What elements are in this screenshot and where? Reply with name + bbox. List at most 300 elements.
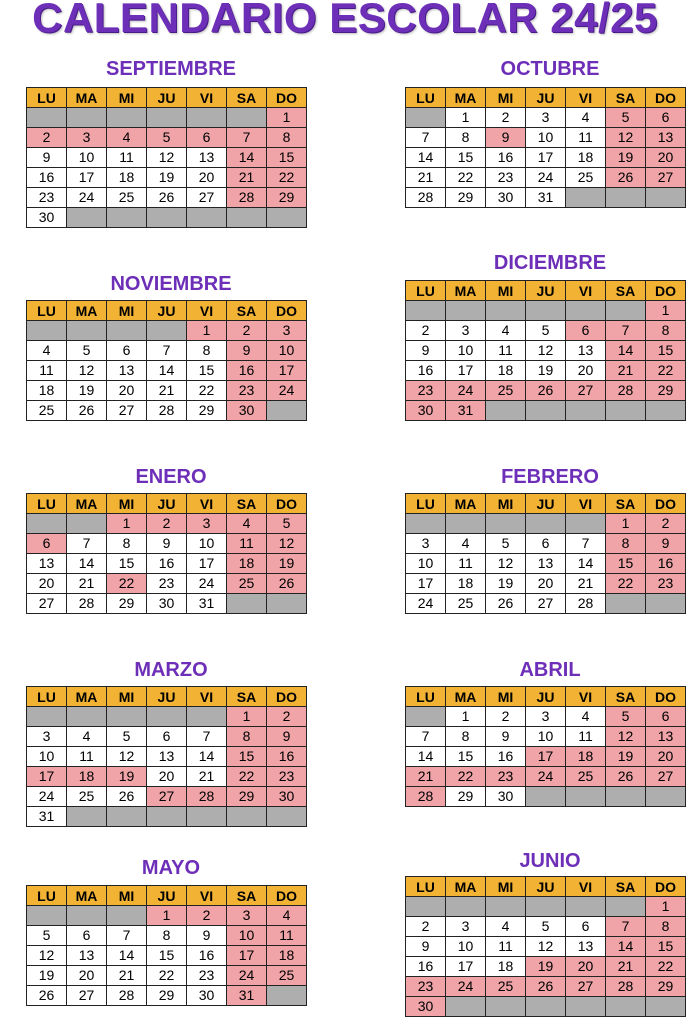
week-row bbox=[406, 128, 686, 148]
holiday-day-cell: 2 bbox=[27, 128, 67, 148]
school-day-cell: 3 bbox=[446, 917, 486, 937]
weekday-header: JU bbox=[526, 494, 566, 514]
holiday-day-cell: 30 bbox=[267, 787, 307, 807]
holiday-day-cell: 27 bbox=[566, 381, 606, 401]
empty-cell bbox=[406, 301, 446, 321]
school-day-cell: 7 bbox=[406, 727, 446, 747]
empty-cell bbox=[606, 188, 646, 208]
weekday-header: JU bbox=[526, 88, 566, 108]
school-day-cell: 17 bbox=[526, 148, 566, 168]
empty-cell bbox=[187, 108, 227, 128]
school-day-cell: 17 bbox=[67, 168, 107, 188]
school-day-cell: 11 bbox=[566, 128, 606, 148]
empty-cell bbox=[187, 807, 227, 827]
holiday-day-cell: 17 bbox=[267, 361, 307, 381]
school-day-cell: 8 bbox=[446, 727, 486, 747]
weekday-header: JU bbox=[147, 494, 187, 514]
holiday-day-cell: 7 bbox=[606, 917, 646, 937]
school-day-cell: 12 bbox=[67, 361, 107, 381]
holiday-day-cell: 22 bbox=[227, 767, 267, 787]
holiday-day-cell: 23 bbox=[486, 767, 526, 787]
school-day-cell: 22 bbox=[187, 381, 227, 401]
weekday-header: SA bbox=[606, 494, 646, 514]
school-day-cell: 30 bbox=[187, 986, 227, 1006]
holiday-day-cell: 20 bbox=[646, 747, 686, 767]
weekday-header: DO bbox=[267, 494, 307, 514]
weekday-header: MA bbox=[446, 494, 486, 514]
school-day-cell: 5 bbox=[526, 321, 566, 341]
weekday-header: MA bbox=[446, 88, 486, 108]
holiday-day-cell: 19 bbox=[107, 767, 147, 787]
holiday-day-cell: 18 bbox=[67, 767, 107, 787]
empty-cell bbox=[606, 301, 646, 321]
school-day-cell: 19 bbox=[486, 574, 526, 594]
school-day-cell: 13 bbox=[566, 341, 606, 361]
school-day-cell: 16 bbox=[406, 361, 446, 381]
school-day-cell: 29 bbox=[446, 787, 486, 807]
weekday-header: DO bbox=[646, 88, 686, 108]
school-day-cell: 10 bbox=[27, 747, 67, 767]
holiday-day-cell: 30 bbox=[406, 997, 446, 1017]
week-row bbox=[27, 787, 307, 807]
holiday-day-cell: 24 bbox=[526, 767, 566, 787]
holiday-day-cell: 3 bbox=[187, 514, 227, 534]
holiday-day-cell: 14 bbox=[227, 148, 267, 168]
week-row bbox=[27, 128, 307, 148]
school-day-cell: 9 bbox=[187, 926, 227, 946]
empty-cell bbox=[27, 108, 67, 128]
school-day-cell: 7 bbox=[187, 727, 227, 747]
school-day-cell: 11 bbox=[486, 937, 526, 957]
holiday-day-cell: 1 bbox=[187, 321, 227, 341]
school-day-cell: 11 bbox=[566, 727, 606, 747]
week-row bbox=[27, 807, 307, 827]
month-name: JUNIO bbox=[519, 850, 581, 872]
empty-cell bbox=[107, 108, 147, 128]
school-day-cell: 12 bbox=[107, 747, 147, 767]
school-day-cell: 7 bbox=[566, 534, 606, 554]
weekday-header: SA bbox=[227, 687, 267, 707]
school-day-cell: 6 bbox=[526, 534, 566, 554]
week-row bbox=[406, 514, 686, 534]
school-day-cell: 5 bbox=[27, 926, 67, 946]
weekday-header: LU bbox=[27, 301, 67, 321]
school-day-cell: 15 bbox=[446, 148, 486, 168]
school-day-cell: 8 bbox=[147, 926, 187, 946]
empty-cell bbox=[27, 514, 67, 534]
holiday-day-cell: 2 bbox=[227, 321, 267, 341]
school-day-cell: 18 bbox=[486, 957, 526, 977]
empty-cell bbox=[486, 514, 526, 534]
school-day-cell: 28 bbox=[406, 188, 446, 208]
school-day-cell: 10 bbox=[446, 341, 486, 361]
holiday-day-cell: 31 bbox=[227, 986, 267, 1006]
empty-cell bbox=[406, 108, 446, 128]
holiday-day-cell: 26 bbox=[606, 168, 646, 188]
school-day-cell: 17 bbox=[446, 957, 486, 977]
holiday-day-cell: 6 bbox=[646, 108, 686, 128]
holiday-day-cell: 18 bbox=[227, 554, 267, 574]
school-day-cell: 13 bbox=[566, 937, 606, 957]
school-day-cell: 24 bbox=[187, 574, 227, 594]
school-day-cell: 3 bbox=[446, 321, 486, 341]
school-day-cell: 12 bbox=[526, 341, 566, 361]
holiday-day-cell: 28 bbox=[606, 977, 646, 997]
school-day-cell: 15 bbox=[446, 747, 486, 767]
school-day-cell: 14 bbox=[147, 361, 187, 381]
week-row bbox=[27, 574, 307, 594]
holiday-day-cell: 5 bbox=[606, 108, 646, 128]
holiday-day-cell: 22 bbox=[646, 957, 686, 977]
empty-cell bbox=[566, 301, 606, 321]
holiday-day-cell: 10 bbox=[227, 926, 267, 946]
week-row bbox=[406, 997, 686, 1017]
school-day-cell: 2 bbox=[406, 321, 446, 341]
weekday-header: VI bbox=[566, 281, 606, 301]
holiday-day-cell: 17 bbox=[27, 767, 67, 787]
empty-cell bbox=[606, 401, 646, 421]
school-day-cell: 21 bbox=[566, 574, 606, 594]
weekday-header-row bbox=[27, 494, 307, 514]
empty-cell bbox=[227, 108, 267, 128]
weekday-header: LU bbox=[406, 88, 446, 108]
week-row bbox=[27, 208, 307, 228]
week-row bbox=[27, 966, 307, 986]
weekday-header: MI bbox=[486, 494, 526, 514]
weekday-header: MA bbox=[67, 886, 107, 906]
holiday-day-cell: 28 bbox=[187, 787, 227, 807]
holiday-day-cell: 7 bbox=[606, 321, 646, 341]
school-day-cell: 12 bbox=[526, 937, 566, 957]
school-day-cell: 5 bbox=[526, 917, 566, 937]
week-row bbox=[406, 361, 686, 381]
holiday-day-cell: 23 bbox=[227, 381, 267, 401]
school-day-cell: 31 bbox=[27, 807, 67, 827]
holiday-day-cell: 20 bbox=[646, 148, 686, 168]
holiday-day-cell: 24 bbox=[267, 381, 307, 401]
week-row bbox=[406, 534, 686, 554]
weekday-header: VI bbox=[566, 88, 606, 108]
holiday-day-cell: 26 bbox=[267, 574, 307, 594]
weekday-header: VI bbox=[187, 494, 227, 514]
school-day-cell: 12 bbox=[27, 946, 67, 966]
week-row bbox=[406, 401, 686, 421]
holiday-day-cell: 7 bbox=[227, 128, 267, 148]
holiday-day-cell: 8 bbox=[606, 534, 646, 554]
holiday-day-cell: 22 bbox=[646, 361, 686, 381]
empty-cell bbox=[446, 514, 486, 534]
school-day-cell: 7 bbox=[406, 128, 446, 148]
week-row bbox=[406, 554, 686, 574]
school-day-cell: 27 bbox=[107, 401, 147, 421]
empty-cell bbox=[147, 108, 187, 128]
weekday-header: MA bbox=[67, 88, 107, 108]
weekday-header-row bbox=[406, 494, 686, 514]
holiday-day-cell: 25 bbox=[227, 574, 267, 594]
school-day-cell: 1 bbox=[446, 108, 486, 128]
weekday-header: VI bbox=[566, 494, 606, 514]
school-day-cell: 10 bbox=[446, 937, 486, 957]
month-name: MARZO bbox=[134, 659, 208, 681]
empty-cell bbox=[526, 401, 566, 421]
holiday-day-cell: 1 bbox=[606, 514, 646, 534]
month-table bbox=[26, 493, 307, 614]
school-day-cell: 20 bbox=[147, 767, 187, 787]
empty-cell bbox=[566, 997, 606, 1017]
weekday-header: MI bbox=[107, 88, 147, 108]
holiday-day-cell: 15 bbox=[227, 747, 267, 767]
holiday-day-cell: 25 bbox=[486, 977, 526, 997]
school-day-cell: 13 bbox=[147, 747, 187, 767]
school-day-cell: 27 bbox=[526, 594, 566, 614]
school-day-cell: 26 bbox=[147, 188, 187, 208]
month-table bbox=[405, 280, 686, 421]
holiday-day-cell: 3 bbox=[67, 128, 107, 148]
empty-cell bbox=[67, 707, 107, 727]
empty-cell bbox=[526, 514, 566, 534]
school-day-cell: 28 bbox=[147, 401, 187, 421]
empty-cell bbox=[526, 301, 566, 321]
weekday-header: MA bbox=[67, 494, 107, 514]
holiday-day-cell: 21 bbox=[406, 767, 446, 787]
holiday-day-cell: 1 bbox=[267, 108, 307, 128]
weekday-header: DO bbox=[267, 687, 307, 707]
empty-cell bbox=[526, 897, 566, 917]
week-row bbox=[406, 787, 686, 807]
school-day-cell: 19 bbox=[147, 168, 187, 188]
school-day-cell: 9 bbox=[147, 534, 187, 554]
school-day-cell: 4 bbox=[566, 707, 606, 727]
school-day-cell: 26 bbox=[27, 986, 67, 1006]
school-day-cell: 13 bbox=[107, 361, 147, 381]
weekday-header: MI bbox=[107, 494, 147, 514]
school-day-cell: 20 bbox=[526, 574, 566, 594]
empty-cell bbox=[107, 208, 147, 228]
empty-cell bbox=[486, 401, 526, 421]
empty-cell bbox=[27, 906, 67, 926]
holiday-day-cell: 17 bbox=[227, 946, 267, 966]
school-day-cell: 14 bbox=[67, 554, 107, 574]
week-row bbox=[406, 957, 686, 977]
holiday-day-cell: 15 bbox=[606, 554, 646, 574]
holiday-day-cell: 9 bbox=[486, 128, 526, 148]
holiday-day-cell: 19 bbox=[526, 957, 566, 977]
school-day-cell: 2 bbox=[486, 707, 526, 727]
school-day-cell: 19 bbox=[67, 381, 107, 401]
holiday-day-cell: 27 bbox=[147, 787, 187, 807]
school-day-cell: 3 bbox=[526, 108, 566, 128]
weekday-header: SA bbox=[227, 301, 267, 321]
week-row bbox=[406, 594, 686, 614]
holiday-day-cell: 26 bbox=[606, 767, 646, 787]
school-day-cell: 14 bbox=[566, 554, 606, 574]
holiday-day-cell: 15 bbox=[646, 937, 686, 957]
empty-cell bbox=[406, 707, 446, 727]
school-day-cell: 27 bbox=[187, 188, 227, 208]
holiday-day-cell: 29 bbox=[646, 381, 686, 401]
school-day-cell: 9 bbox=[406, 341, 446, 361]
weekday-header: MA bbox=[67, 301, 107, 321]
school-day-cell: 28 bbox=[67, 594, 107, 614]
school-day-cell: 24 bbox=[27, 787, 67, 807]
weekday-header: JU bbox=[147, 301, 187, 321]
empty-cell bbox=[67, 321, 107, 341]
holiday-day-cell: 28 bbox=[606, 381, 646, 401]
weekday-header: LU bbox=[27, 687, 67, 707]
school-day-cell: 25 bbox=[67, 787, 107, 807]
month-table bbox=[26, 686, 307, 827]
weekday-header: JU bbox=[526, 281, 566, 301]
holiday-day-cell: 16 bbox=[646, 554, 686, 574]
school-day-cell: 18 bbox=[446, 574, 486, 594]
school-day-cell: 2 bbox=[486, 108, 526, 128]
school-day-cell: 9 bbox=[406, 937, 446, 957]
school-day-cell: 29 bbox=[107, 594, 147, 614]
empty-cell bbox=[646, 401, 686, 421]
school-day-cell: 15 bbox=[147, 946, 187, 966]
school-day-cell: 14 bbox=[406, 148, 446, 168]
weekday-header: VI bbox=[566, 877, 606, 897]
month-table bbox=[405, 876, 686, 1017]
week-row bbox=[406, 937, 686, 957]
school-day-cell: 31 bbox=[526, 188, 566, 208]
school-day-cell: 4 bbox=[27, 341, 67, 361]
empty-cell bbox=[187, 707, 227, 727]
holiday-day-cell: 4 bbox=[227, 514, 267, 534]
weekday-header: SA bbox=[606, 88, 646, 108]
holiday-day-cell: 2 bbox=[187, 906, 227, 926]
holiday-day-cell: 19 bbox=[267, 554, 307, 574]
school-day-cell: 9 bbox=[486, 727, 526, 747]
weekday-header: VI bbox=[566, 687, 606, 707]
week-row bbox=[27, 747, 307, 767]
week-row bbox=[406, 727, 686, 747]
holiday-day-cell: 28 bbox=[227, 188, 267, 208]
holiday-day-cell: 1 bbox=[646, 301, 686, 321]
weekday-header: LU bbox=[27, 886, 67, 906]
school-day-cell: 16 bbox=[486, 148, 526, 168]
week-row bbox=[406, 747, 686, 767]
empty-cell bbox=[267, 401, 307, 421]
holiday-day-cell: 9 bbox=[267, 727, 307, 747]
holiday-day-cell: 4 bbox=[107, 128, 147, 148]
holiday-day-cell: 18 bbox=[566, 747, 606, 767]
weekday-header-row bbox=[27, 301, 307, 321]
holiday-day-cell: 8 bbox=[646, 321, 686, 341]
school-day-cell: 10 bbox=[187, 534, 227, 554]
holiday-day-cell: 21 bbox=[606, 957, 646, 977]
week-row bbox=[406, 897, 686, 917]
week-row bbox=[27, 341, 307, 361]
school-day-cell: 29 bbox=[187, 401, 227, 421]
holiday-day-cell: 30 bbox=[227, 401, 267, 421]
weekday-header: LU bbox=[406, 877, 446, 897]
month-table bbox=[26, 300, 307, 421]
empty-cell bbox=[646, 997, 686, 1017]
holiday-day-cell: 27 bbox=[646, 767, 686, 787]
week-row bbox=[27, 534, 307, 554]
month-name: MAYO bbox=[141, 857, 201, 879]
school-day-cell: 23 bbox=[147, 574, 187, 594]
month-name: OCTUBRE bbox=[500, 58, 600, 80]
holiday-day-cell: 25 bbox=[566, 767, 606, 787]
weekday-header: DO bbox=[267, 88, 307, 108]
holiday-day-cell: 12 bbox=[267, 534, 307, 554]
empty-cell bbox=[107, 707, 147, 727]
school-day-cell: 16 bbox=[406, 957, 446, 977]
holiday-day-cell: 1 bbox=[646, 897, 686, 917]
week-row bbox=[406, 381, 686, 401]
school-day-cell: 7 bbox=[107, 926, 147, 946]
school-day-cell: 11 bbox=[67, 747, 107, 767]
school-day-cell: 17 bbox=[406, 574, 446, 594]
empty-cell bbox=[566, 897, 606, 917]
school-day-cell: 5 bbox=[107, 727, 147, 747]
holiday-day-cell: 23 bbox=[646, 574, 686, 594]
empty-cell bbox=[646, 188, 686, 208]
holiday-day-cell: 12 bbox=[606, 128, 646, 148]
empty-cell bbox=[67, 108, 107, 128]
holiday-day-cell: 6 bbox=[566, 321, 606, 341]
week-row bbox=[27, 727, 307, 747]
month-name: DICIEMBRE bbox=[493, 252, 607, 274]
school-day-cell: 6 bbox=[147, 727, 187, 747]
school-day-cell: 16 bbox=[187, 946, 227, 966]
holiday-day-cell: 8 bbox=[227, 727, 267, 747]
weekday-header-row bbox=[406, 88, 686, 108]
week-row bbox=[27, 946, 307, 966]
week-row bbox=[406, 341, 686, 361]
school-day-cell: 24 bbox=[526, 168, 566, 188]
empty-cell bbox=[606, 787, 646, 807]
school-day-cell: 25 bbox=[27, 401, 67, 421]
week-row bbox=[406, 321, 686, 341]
school-day-cell: 5 bbox=[486, 534, 526, 554]
school-day-cell: 19 bbox=[526, 361, 566, 381]
school-day-cell: 3 bbox=[526, 707, 566, 727]
holiday-day-cell: 19 bbox=[606, 148, 646, 168]
holiday-day-cell: 6 bbox=[187, 128, 227, 148]
school-day-cell: 13 bbox=[27, 554, 67, 574]
school-day-cell: 18 bbox=[107, 168, 147, 188]
holiday-day-cell: 11 bbox=[267, 926, 307, 946]
empty-cell bbox=[486, 897, 526, 917]
school-day-cell: 27 bbox=[67, 986, 107, 1006]
holiday-day-cell: 17 bbox=[526, 747, 566, 767]
school-day-cell: 24 bbox=[67, 188, 107, 208]
empty-cell bbox=[267, 807, 307, 827]
holiday-day-cell: 25 bbox=[267, 966, 307, 986]
holiday-day-cell: 22 bbox=[606, 574, 646, 594]
school-day-cell: 23 bbox=[187, 966, 227, 986]
week-row bbox=[27, 401, 307, 421]
weekday-header: VI bbox=[187, 301, 227, 321]
holiday-day-cell: 24 bbox=[446, 381, 486, 401]
holiday-day-cell: 19 bbox=[606, 747, 646, 767]
school-day-cell: 12 bbox=[147, 148, 187, 168]
school-day-cell: 28 bbox=[107, 986, 147, 1006]
holiday-day-cell: 20 bbox=[566, 957, 606, 977]
week-row bbox=[27, 767, 307, 787]
school-day-cell: 16 bbox=[27, 168, 67, 188]
school-day-cell: 4 bbox=[486, 917, 526, 937]
weekday-header: SA bbox=[227, 88, 267, 108]
school-day-cell: 21 bbox=[67, 574, 107, 594]
school-day-cell: 6 bbox=[107, 341, 147, 361]
holiday-day-cell: 16 bbox=[267, 747, 307, 767]
holiday-day-cell: 3 bbox=[267, 321, 307, 341]
weekday-header-row bbox=[27, 88, 307, 108]
